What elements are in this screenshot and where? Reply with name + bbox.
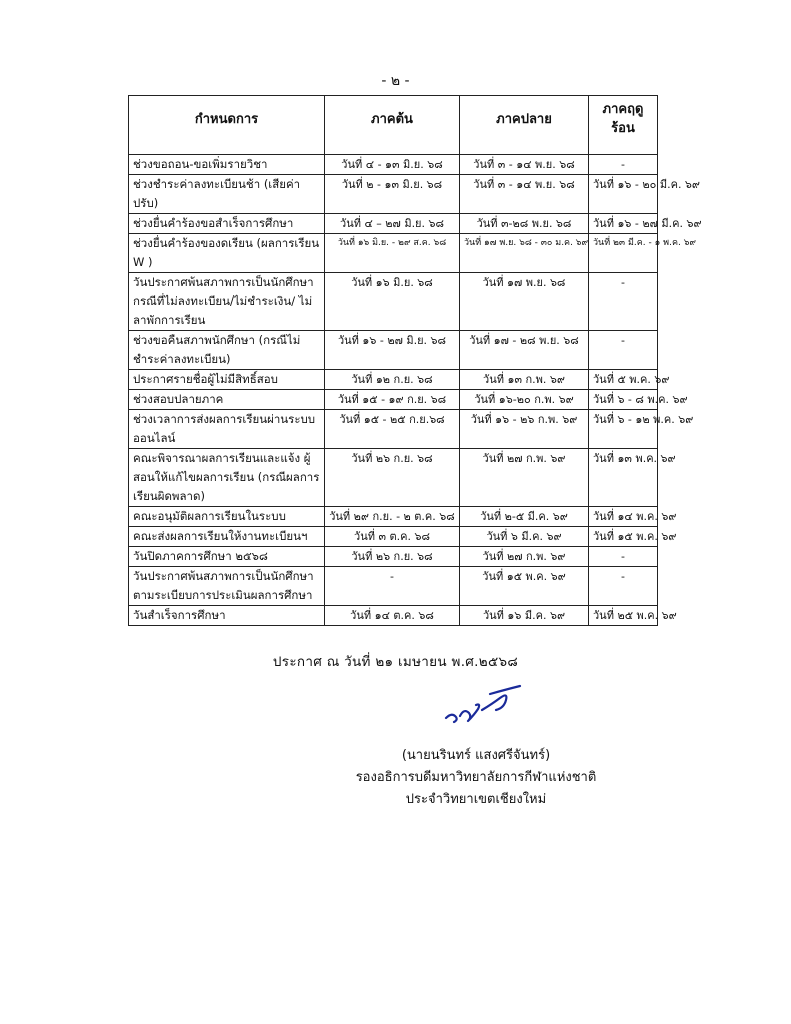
schedule-table bbox=[128, 95, 702, 626]
signer-name: (นายนรินทร์ แสงศรีจันทร์) bbox=[401, 748, 551, 763]
summer-semester-cell: - bbox=[589, 331, 658, 370]
second-semester-cell: วันที่ ๑๗ - ๒๘ พ.ย. ๖๘ bbox=[460, 331, 589, 370]
signer-block bbox=[296, 745, 656, 811]
first-semester-cell: วันที่ ๔ - ๑๓ มิ.ย. ๖๘ bbox=[325, 155, 460, 175]
second-semester-cell: วันที่ ๑๖ มี.ค. ๖๙ bbox=[460, 606, 589, 626]
schedule-label-cell: ช่วงขอถอน-ขอเพิ่มรายวิชา bbox=[129, 155, 325, 175]
second-semester-cell: วันที่ ๑๗ พ.ย. ๖๘ - ๓๐ ม.ค. ๖๙ bbox=[460, 234, 589, 273]
summer-semester-cell: วันที่ ๖ - ๑๒ พ.ค. ๖๙ bbox=[589, 410, 658, 449]
first-semester-cell: วันที่ ๔ – ๒๗ มิ.ย. ๖๘ bbox=[325, 214, 460, 234]
table-row bbox=[129, 155, 658, 175]
schedule-label-cell: คณะอนุมัติผลการเรียนในระบบ bbox=[129, 507, 325, 527]
second-semester-cell: วันที่ ๒-๕ มี.ค. ๖๙ bbox=[460, 507, 589, 527]
table-row bbox=[129, 527, 658, 547]
second-semester-cell: วันที่ ๑๖ - ๒๖ ก.พ. ๖๙ bbox=[460, 410, 589, 449]
summer-semester-cell: วันที่ ๒๕ พ.ค. ๖๙ bbox=[589, 606, 658, 626]
signer-campus: ประจำวิทยาเขตเชียงใหม่ bbox=[405, 792, 547, 807]
first-semester-cell: วันที่ ๒๖ ก.ย. ๖๘ bbox=[325, 547, 460, 567]
table-row bbox=[129, 567, 658, 606]
header-schedule: กำหนดการ bbox=[129, 96, 325, 155]
summer-semester-cell: - bbox=[589, 567, 658, 606]
second-semester-cell: วันที่ ๑๕ พ.ค. ๖๙ bbox=[460, 567, 589, 606]
second-semester-cell: วันที่ ๓ - ๑๔ พ.ย. ๖๘ bbox=[460, 175, 589, 214]
schedule-label-cell: วันสำเร็จการศึกษา bbox=[129, 606, 325, 626]
first-semester-cell: วันที่ ๑๕ - ๒๕ ก.ย.๖๘ bbox=[325, 410, 460, 449]
second-semester-cell: วันที่ ๒๗ ก.พ. ๖๙ bbox=[460, 547, 589, 567]
summer-semester-cell: - bbox=[589, 547, 658, 567]
schedule-label-cell: ช่วงขอคืนสภาพนักศึกษา (กรณีไม่ ชำระค่าลงทะเบียน) bbox=[129, 331, 325, 370]
schedule-label-cell: ช่วงสอบปลายภาค bbox=[129, 390, 325, 410]
second-semester-cell: วันที่ ๓-๒๘ พ.ย. ๖๘ bbox=[460, 214, 589, 234]
summer-semester-cell: วันที่ ๑๖ - ๒๗ มี.ค. ๖๙ bbox=[589, 214, 658, 234]
summer-semester-cell: วันที่ ๑๕ พ.ค. ๖๙ bbox=[589, 527, 658, 547]
schedule-label-cell: วันปิดภาคการศึกษา ๒๕๖๘ bbox=[129, 547, 325, 567]
table-row bbox=[129, 234, 658, 273]
first-semester-cell: วันที่ ๑๖ มิ.ย. ๖๘ bbox=[325, 273, 460, 331]
summer-semester-cell: วันที่ ๕ พ.ค. ๖๙ bbox=[589, 370, 658, 390]
signer-position: รองอธิการบดีมหาวิทยาลัยการกีฬาแห่งชาติ bbox=[355, 770, 597, 785]
summer-semester-cell: - bbox=[589, 273, 658, 331]
header-summer-semester: ภาคฤดูร้อน bbox=[589, 96, 658, 155]
table-header-row bbox=[129, 96, 658, 155]
summer-semester-cell: วันที่ ๖ - ๘ พ.ค. ๖๙ bbox=[589, 390, 658, 410]
schedule-label-cell: ช่วงยื่นคำร้องขอสำเร็จการศึกษา bbox=[129, 214, 325, 234]
table-row bbox=[129, 273, 658, 331]
second-semester-cell: วันที่ ๒๗ ก.พ. ๖๙ bbox=[460, 449, 589, 507]
second-semester-cell: วันที่ ๑๗ พ.ย. ๖๘ bbox=[460, 273, 589, 331]
first-semester-cell: วันที่ ๒ - ๑๓ มิ.ย. ๖๘ bbox=[325, 175, 460, 214]
header-first-semester: ภาคต้น bbox=[325, 96, 460, 155]
first-semester-cell: วันที่ ๑๖ มิ.ย. - ๒๙ ส.ค. ๖๘ bbox=[325, 234, 460, 273]
summer-semester-cell: - bbox=[589, 155, 658, 175]
schedule-label-cell: วันประกาศพ้นสภาพการเป็นนักศึกษา กรณีที่ไม่ลงทะเบียน/ไม่ชำระเงิน/ ไม่ลาพักการเรียน bbox=[129, 273, 325, 331]
table-row bbox=[129, 331, 658, 370]
table-row bbox=[129, 390, 658, 410]
first-semester-cell: วันที่ ๒๙ ก.ย. - ๒ ต.ค. ๖๘ bbox=[325, 507, 460, 527]
table-row bbox=[129, 410, 658, 449]
table-row bbox=[129, 547, 658, 567]
signature bbox=[438, 680, 548, 730]
table-row bbox=[129, 175, 658, 214]
first-semester-cell: วันที่ ๑๖ - ๒๗ มิ.ย. ๖๘ bbox=[325, 331, 460, 370]
schedule-label-cell: ช่วงชำระค่าลงทะเบียนช้า (เสียค่าปรับ) bbox=[129, 175, 325, 214]
second-semester-cell: วันที่ ๑๖-๒๐ ก.พ. ๖๙ bbox=[460, 390, 589, 410]
announcement-date: ประกาศ ณ วันที่ ๒๑ เมษายน พ.ศ.๒๕๖๘ bbox=[272, 654, 519, 670]
schedule-label-cell: ช่วงเวลาการส่งผลการเรียนผ่านระบบ ออนไลน์ bbox=[129, 410, 325, 449]
summer-semester-cell: วันที่ ๑๖ - ๒๐ มี.ค. ๖๙ bbox=[589, 175, 658, 214]
schedule-label-cell: คณะพิจารณาผลการเรียนและแจ้ง ผู้สอนให้แก้ไขผลการเรียน (กรณีผลการเรียนผิดพลาด) bbox=[129, 449, 325, 507]
table-row bbox=[129, 449, 658, 507]
summer-semester-cell: วันที่ ๑๓ พ.ค. ๖๙ bbox=[589, 449, 658, 507]
second-semester-cell: วันที่ ๑๓ ก.พ. ๖๙ bbox=[460, 370, 589, 390]
schedule-label-cell: วันประกาศพ้นสภาพการเป็นนักศึกษา ตามระเบียบการประเมินผลการศึกษา bbox=[129, 567, 325, 606]
first-semester-cell: วันที่ ๑๒ ก.ย. ๖๘ bbox=[325, 370, 460, 390]
first-semester-cell: - bbox=[325, 567, 460, 606]
table-row bbox=[129, 507, 658, 527]
schedule-label-cell: ประกาศรายชื่อผู้ไม่มีสิทธิ์สอบ bbox=[129, 370, 325, 390]
second-semester-cell: วันที่ ๖ มี.ค. ๖๙ bbox=[460, 527, 589, 547]
header-second-semester: ภาคปลาย bbox=[460, 96, 589, 155]
first-semester-cell: วันที่ ๓ ต.ค. ๖๘ bbox=[325, 527, 460, 547]
page-number: - ๒ - bbox=[381, 73, 410, 89]
summer-semester-cell: วันที่ ๒๓ มี.ค. - ๑ พ.ค. ๖๙ bbox=[589, 234, 658, 273]
schedule-label-cell: ช่วงยื่นคำร้องของดเรียน (ผลการเรียน W ) bbox=[129, 234, 325, 273]
first-semester-cell: วันที่ ๑๕ - ๑๙ ก.ย. ๖๘ bbox=[325, 390, 460, 410]
summer-semester-cell: วันที่ ๑๔ พ.ค. ๖๙ bbox=[589, 507, 658, 527]
first-semester-cell: วันที่ ๒๖ ก.ย. ๖๘ bbox=[325, 449, 460, 507]
first-semester-cell: วันที่ ๑๔ ต.ค. ๖๘ bbox=[325, 606, 460, 626]
schedule-label-cell: คณะส่งผลการเรียนให้งานทะเบียนฯ bbox=[129, 527, 325, 547]
second-semester-cell: วันที่ ๓ - ๑๔ พ.ย. ๖๘ bbox=[460, 155, 589, 175]
table-row bbox=[129, 370, 658, 390]
table-row bbox=[129, 606, 658, 626]
table-row bbox=[129, 214, 658, 234]
